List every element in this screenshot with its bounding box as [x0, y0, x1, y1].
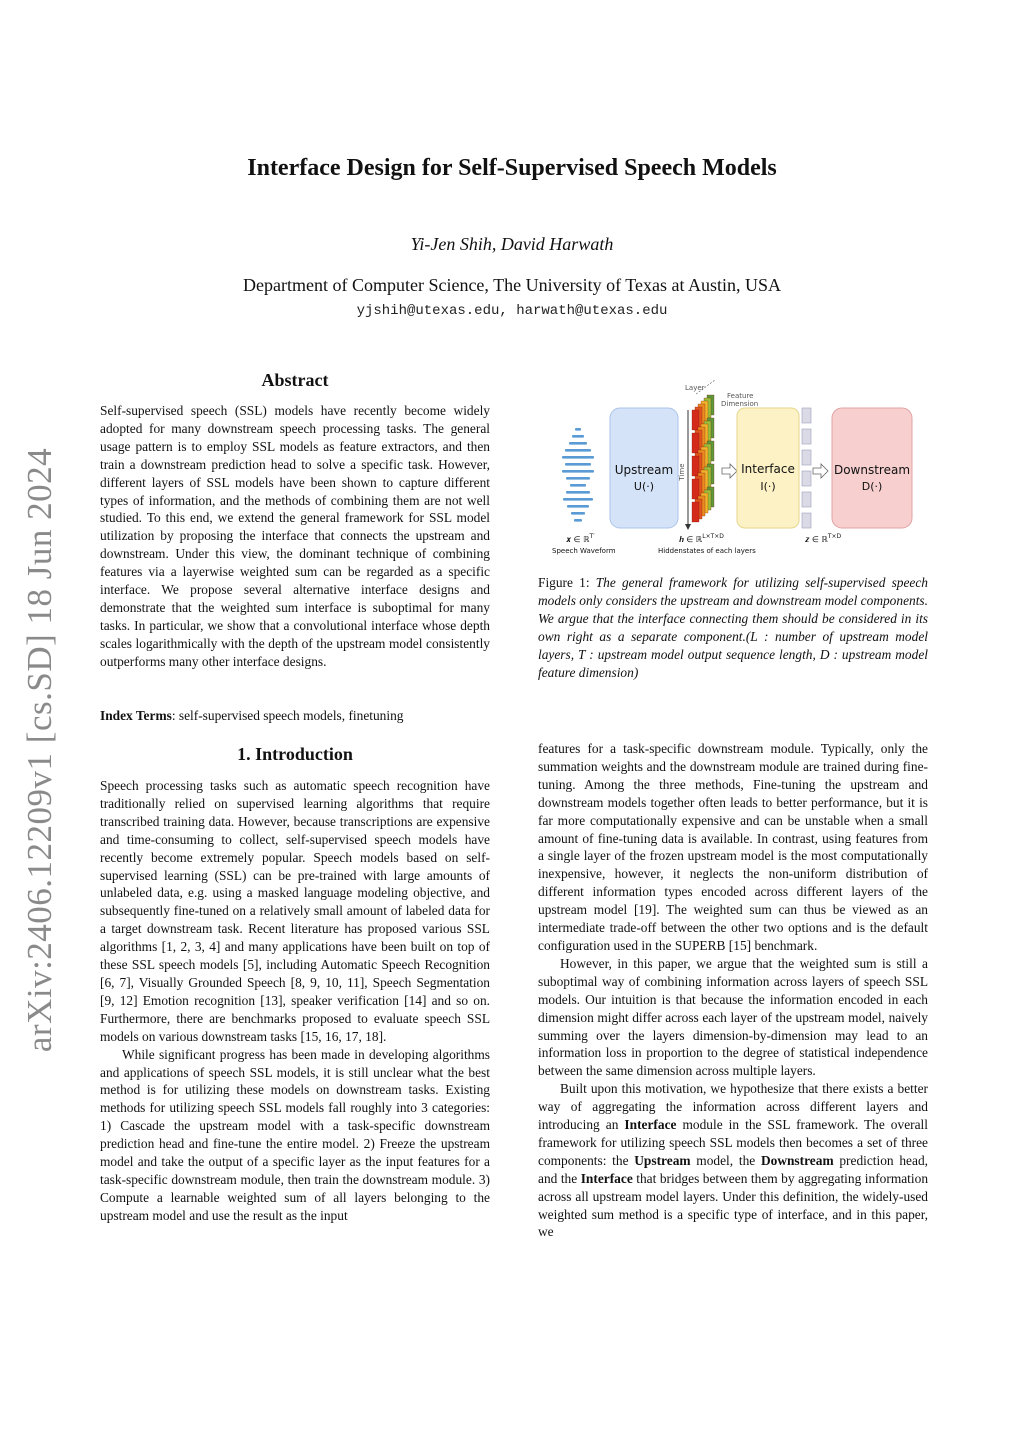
feature-axis-label: Feature [727, 392, 754, 400]
waveform-bar [574, 519, 582, 522]
x-caption: Speech Waveform [552, 547, 616, 555]
intro-paragraph-1: Speech processing tasks such as automatic speech recognition have traditionally relied on supervised learning algorithms that require transcribed training data. However, because transcriptions are expensive and time-consuming to collect, self-supervised speech models have recently become extremely popular. Speech models based on self-supervised learning (SSL) can be pre-trained with large amounts of unlabeled data, e.g. using a masked language modeling objective, and subsequently fine-tuned on a relatively small amount of labeled data for a target downstream task. Recent literature has proposed various SSL algorithms [1, 2, 3, 4] and many applications have been built on top of these SSL speech models [5], including Automatic Speech Recognition [6, 7], Visually Grounded Speech [8, 9, 10, 11], Speech Segmentation [9, 12] Emotion recognition [13], speaker verification [14] and so on. Furthermore, there are benchmarks proposed to evaluate speech SSL models on various downstream tasks [15, 16, 17, 18]. [100, 778, 490, 1044]
z-feature-bar [802, 450, 811, 465]
caption-label: Figure 1: [538, 575, 596, 590]
arrow-interface-to-downstream-icon [813, 464, 828, 478]
figure-1-caption [538, 574, 928, 681]
hiddenstate-layer [692, 502, 699, 522]
speech-waveform-icon [562, 428, 594, 522]
h-caption: Hiddenstates of each layers [658, 547, 756, 555]
waveform-bar [563, 498, 593, 501]
right-paragraph-2: However, in this paper, we argue that the weighted sum is still a suboptimal way of combining information across layers of speech SSL models. Our intuition is that because the information encoded in each dimension might differ across each layer of the upstream model, naively summing over the layers dimension-by-dimension may lead to an information loss in proportion to the degree of statistical independence between the same dimension across multiple layers. [538, 955, 928, 1079]
index-terms [100, 707, 490, 725]
interface-output-features [802, 408, 811, 528]
waveform-bar [562, 456, 594, 459]
arxiv-watermark: arXiv:2406.12209v1 [cs.SD] 18 Jun 2024 [20, 447, 59, 1053]
waveform-bar [569, 442, 587, 445]
introduction-text [100, 777, 490, 1225]
h-shape-math: 𝒉 ∈ ℝ$^{L\times T\times D}$ [679, 533, 724, 544]
z-shape-math: 𝒛 ∈ ℝ$^{T\times D}$ [805, 533, 842, 544]
arrow-upstream-to-interface-icon [722, 464, 737, 478]
downstream-function: D(·) [861, 480, 883, 493]
upstream-function: U(·) [633, 480, 655, 493]
right-paragraph-3: Built upon this motivation, we hypothesize that there exists a better way of aggregating the information across different layers and introducing an Interface module in the SSL framework. The overall framework for utilizing speech SSL models then becomes a set of three components: the Upstream model, the Downstream prediction head, and the Interface that bridges between them by aggregating information across all upstream model layers. Under this definition, the widely-used weighted sum method is a specific type of interface, and in this paper, we [538, 1081, 929, 1240]
right-column-text [538, 740, 928, 1241]
paper-affiliation: Department of Computer Science, The University of Texas at Austin, USA [243, 275, 781, 295]
waveform-bar [572, 435, 584, 438]
right-paragraph-1: features for a task-specific downstream module. Typically, only the summation weights and the downstream module are trained during fine-tuning. Among the three methods, Fine-tuning the upstream and downstream models together often leads to better performance, but it is far more computationally expensive and can be unstable when a small amount of fine-tuning data is available. In contrast, using features from a single layer of the frozen upstream model is the most computationally inexpensive, however, it neglects the non-uniform distribution of different information types encoded across different layers of the upstream model [19]. The weighted sum can thus be viewed as an intermediate trade-off between the other two options and is the default configuration used in the SUPERB [15] benchmark. [538, 741, 928, 953]
waveform-bar [566, 491, 590, 494]
abstract-heading: Abstract [261, 370, 329, 390]
interface-label: Interface [741, 462, 795, 476]
dimension-axis-label: Dimension [721, 400, 759, 408]
downstream-label: Downstream [833, 463, 911, 477]
z-feature-bar [802, 513, 811, 528]
intro-paragraph-2: While significant progress has been made in developing algorithms and applications of speech SSL models, it is still unclear what the best method is for utilizing these models on downstream tasks. Existing methods for utilizing speech SSL models fall roughly into 3 categories: 1) Cascade the upstream model with a task-specific downstream prediction head and fine-tune the entire model. 2) Freeze the upstream model and take the output of a specific layer as the input features for a task-specific downstream module, then train the downstream module. 3) Compute a learnable weighted sum of all layers belonging to the upstream model and use the result as the input [100, 1046, 490, 1223]
paper-authors: Yi-Jen Shih, David Harwath [410, 234, 614, 254]
index-terms-label: Index Terms [100, 708, 172, 723]
introduction-heading: 1. Introduction [237, 744, 353, 764]
time-axis-label: Time [678, 463, 686, 481]
upstream-label: Upstream [614, 463, 674, 477]
waveform-bar [566, 477, 590, 480]
z-feature-bar [802, 429, 811, 444]
z-feature-bar [802, 408, 811, 423]
caption-text: The general framework for utilizing self-supervised speech models only considers the upstream and downstream model components. We argue that the interface connecting them should be considered in its own right as a separate component.(L : number of upstream model layers, T : upstream model output sequence length, D : upstream model feature dimension) [538, 575, 928, 680]
hiddenstates-stack [692, 395, 714, 522]
x-shape-math: 𝒙 ∈ ℝ$^{T'}$ [566, 533, 595, 544]
z-feature-bar [802, 471, 811, 486]
abstract-text: Self-supervised speech (SSL) models have recently become widely adopted for many downstream speech processing tasks. The general usage pattern is to employ SSL models as feature extractors, and then train a downstream prediction head to solve a specific task. However, different layers of SSL models have been shown to capture different types of information, and the methods of combining them are not well studied. To this end, we extend the general framework for SSL model utilization by proposing the interface that connects the upstream and downstream. Under this view, the dominant technique of combining features via a layerwise weighted sum can be regarded as a specific interface. We propose several alternative interface designs and demonstrate that the weighted sum interface is suboptimal for many tasks. In particular, we show that a convolutional interface whose depth scales logarithmically with the depth of the upstream model consistently outperforms many other interface designs. [100, 403, 490, 669]
waveform-bar [570, 484, 586, 487]
waveform-bar [565, 463, 591, 466]
paper-title: Interface Design for Self-Supervised Speech Models [247, 155, 777, 181]
waveform-bar [565, 449, 591, 452]
waveform-bar [562, 470, 594, 473]
figure-1-framework-diagram [548, 380, 928, 560]
interface-function: I(·) [760, 480, 776, 493]
z-feature-bar [802, 492, 811, 507]
waveform-bar [575, 428, 581, 431]
layer-axis-label: Layer [685, 384, 705, 392]
waveform-bar [567, 505, 589, 508]
waveform-bar [571, 512, 585, 515]
index-terms-text: : self-supervised speech models, finetuning [171, 708, 404, 723]
time-arrow-head [685, 524, 691, 530]
paper-emails: yjshih@utexas.edu, harwath@utexas.edu [356, 303, 668, 319]
